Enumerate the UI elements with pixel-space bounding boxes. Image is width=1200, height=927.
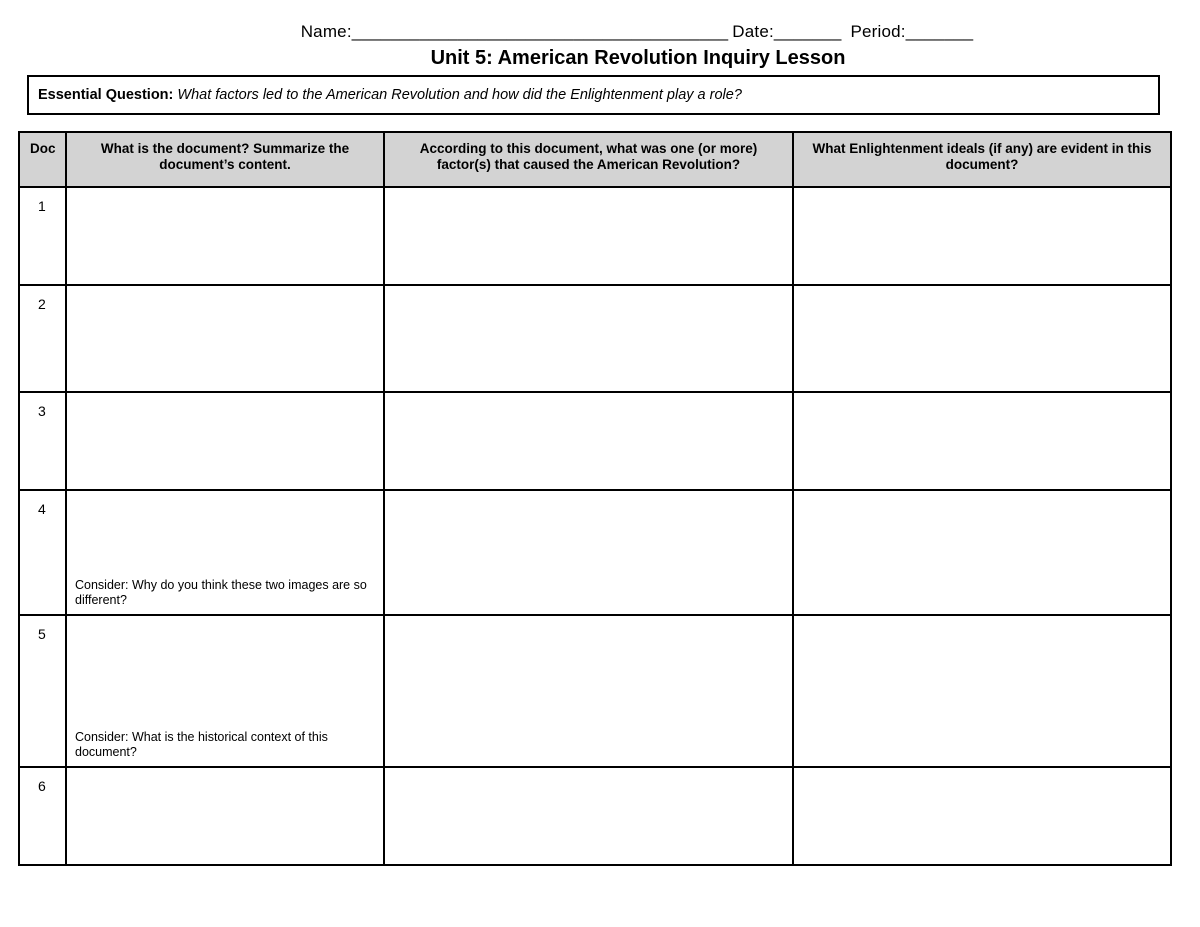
page-title: Unit 5: American Revolution Inquiry Lesson: [430, 47, 846, 69]
summary-cell[interactable]: [66, 187, 384, 285]
doc-number: 1: [19, 187, 66, 285]
factors-cell[interactable]: [384, 285, 793, 392]
enlightenment-cell[interactable]: [793, 615, 1171, 767]
factors-cell[interactable]: [384, 767, 793, 865]
enlightenment-cell[interactable]: [793, 392, 1171, 490]
summary-cell[interactable]: [66, 767, 384, 865]
enlightenment-cell[interactable]: [793, 285, 1171, 392]
enlightenment-cell[interactable]: [793, 490, 1171, 615]
header-summary: What is the document? Summarize the document’s content.: [66, 132, 384, 187]
student-info-line: [0, 22, 1200, 42]
summary-cell[interactable]: [66, 392, 384, 490]
date-field[interactable]: Date:_______: [732, 22, 842, 41]
factors-cell[interactable]: [384, 187, 793, 285]
period-field[interactable]: Period:_______: [850, 22, 974, 41]
essential-question-label: Essential Question:: [38, 87, 174, 103]
consider-prompt: Consider: What is the historical context of this document?: [75, 730, 328, 759]
table-row: [19, 392, 1171, 490]
factors-cell[interactable]: [384, 615, 793, 767]
doc-number: 5: [19, 615, 66, 767]
summary-cell[interactable]: [66, 490, 384, 615]
essential-question-box: [27, 75, 1160, 115]
doc-number: 6: [19, 767, 66, 865]
header-enlightenment: What Enlightenment ideals (if any) are evident in this document?: [793, 132, 1171, 187]
table-row: [19, 187, 1171, 285]
enlightenment-cell[interactable]: [793, 187, 1171, 285]
header-factors: According to this document, what was one (or more) factor(s) that caused the American Revolution?: [384, 132, 793, 187]
factors-cell[interactable]: [384, 490, 793, 615]
enlightenment-cell[interactable]: [793, 767, 1171, 865]
summary-cell[interactable]: [66, 285, 384, 392]
header-doc: Doc: [19, 132, 66, 187]
doc-number: 2: [19, 285, 66, 392]
consider-prompt: Consider: Why do you think these two images are so different?: [75, 578, 367, 607]
table-row: [19, 285, 1171, 392]
table-row: [19, 767, 1171, 865]
table-header-row: [19, 132, 1171, 187]
name-field[interactable]: Name:_______________________________________: [300, 22, 729, 41]
factors-cell[interactable]: [384, 392, 793, 490]
table-row: [19, 490, 1171, 615]
summary-cell[interactable]: [66, 615, 384, 767]
document-analysis-table: [18, 131, 1172, 866]
essential-question-text: What factors led to the American Revolution and how did the Enlightenment play a role?: [177, 87, 742, 103]
table-row: [19, 615, 1171, 767]
doc-number: 3: [19, 392, 66, 490]
doc-number: 4: [19, 490, 66, 615]
